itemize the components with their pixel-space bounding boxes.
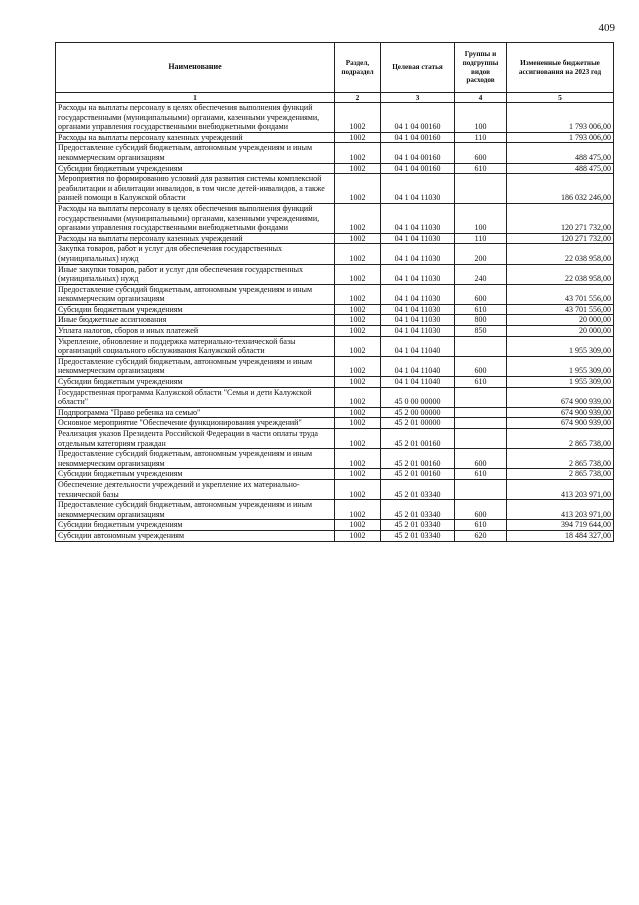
table-row (56, 356, 614, 376)
row-expense-group: 610 (455, 163, 507, 174)
header-target: Целевая статья (381, 43, 455, 93)
table-row (56, 500, 614, 520)
table-row (56, 163, 614, 174)
page-number: 409 (598, 22, 615, 34)
row-name: Предоставление субсидий бюджетным, автономным учреждениям и иным некоммерческим организациям (56, 143, 335, 163)
row-amount: 413 203 971,00 (507, 500, 614, 520)
row-expense-group (455, 387, 507, 407)
row-name: Субсидии бюджетным учреждениям (56, 377, 335, 388)
row-expense-group: 240 (455, 264, 507, 284)
budget-table (55, 42, 614, 542)
row-target-code: 45 0 00 00000 (381, 387, 455, 407)
table-row (56, 429, 614, 449)
row-section: 1002 (335, 407, 381, 418)
row-name: Уплата налогов, сборов и иных платежей (56, 326, 335, 337)
row-expense-group (455, 479, 507, 499)
column-number: 2 (335, 93, 381, 103)
row-target-code: 04 1 04 11030 (381, 264, 455, 284)
row-amount: 186 032 246,00 (507, 174, 614, 204)
row-target-code: 45 2 01 00160 (381, 449, 455, 469)
row-section: 1002 (335, 336, 381, 356)
row-amount: 488 475,00 (507, 143, 614, 163)
table-row (56, 103, 614, 133)
row-name: Укрепление, обновление и поддержка материально-технической базы организаций социального обслуживания Калужской области (56, 336, 335, 356)
row-target-code: 04 1 04 11030 (381, 304, 455, 315)
row-name: Обеспечение деятельности учреждений и укрепление их материально-технической базы (56, 479, 335, 499)
row-target-code: 45 2 01 03340 (381, 500, 455, 520)
row-amount: 18 484 327,00 (507, 530, 614, 541)
table-row (56, 264, 614, 284)
row-section: 1002 (335, 429, 381, 449)
row-expense-group: 600 (455, 449, 507, 469)
row-expense-group: 620 (455, 530, 507, 541)
row-amount: 1 793 006,00 (507, 132, 614, 143)
row-target-code: 04 1 04 11030 (381, 315, 455, 326)
row-target-code: 04 1 04 11030 (381, 244, 455, 264)
row-name: Предоставление субсидий бюджетным, автономным учреждениям и иным некоммерческим организациям (56, 356, 335, 376)
row-target-code: 04 1 04 00160 (381, 132, 455, 143)
row-name: Подпрограмма "Право ребенка на семью" (56, 407, 335, 418)
row-amount: 43 701 556,00 (507, 284, 614, 304)
table-row (56, 479, 614, 499)
row-target-code: 45 2 00 00000 (381, 407, 455, 418)
header-group: Группы и подгруппы видов расходов (455, 43, 507, 93)
row-expense-group (455, 429, 507, 449)
table-row (56, 387, 614, 407)
row-amount: 674 900 939,00 (507, 387, 614, 407)
row-expense-group: 610 (455, 520, 507, 531)
row-amount: 1 955 309,00 (507, 356, 614, 376)
row-section: 1002 (335, 244, 381, 264)
row-amount: 2 865 738,00 (507, 469, 614, 480)
row-section: 1002 (335, 520, 381, 531)
row-name: Предоставление субсидий бюджетным, автономным учреждениям и иным некоммерческим организациям (56, 449, 335, 469)
row-section: 1002 (335, 264, 381, 284)
row-name: Субсидии автономным учреждениям (56, 530, 335, 541)
row-expense-group: 610 (455, 304, 507, 315)
row-expense-group: 110 (455, 132, 507, 143)
table-row (56, 143, 614, 163)
row-section: 1002 (335, 530, 381, 541)
row-amount: 120 271 732,00 (507, 233, 614, 244)
row-amount: 674 900 939,00 (507, 407, 614, 418)
column-number: 4 (455, 93, 507, 103)
row-name: Расходы на выплаты персоналу казенных учреждений (56, 233, 335, 244)
row-expense-group (455, 407, 507, 418)
row-name: Расходы на выплаты персоналу в целях обеспечения выполнения функций государственными (муниципальными) органами, казенными учреждениями, органами управления государственными внебюджетными фондами (56, 103, 335, 133)
row-name: Расходы на выплаты персоналу казенных учреждений (56, 132, 335, 143)
row-expense-group: 800 (455, 315, 507, 326)
row-expense-group (455, 418, 507, 429)
row-target-code: 04 1 04 00160 (381, 103, 455, 133)
row-expense-group: 850 (455, 326, 507, 337)
row-section: 1002 (335, 469, 381, 480)
row-section: 1002 (335, 284, 381, 304)
table-row (56, 336, 614, 356)
row-section: 1002 (335, 387, 381, 407)
row-section: 1002 (335, 103, 381, 133)
table-row (56, 377, 614, 388)
row-section: 1002 (335, 500, 381, 520)
row-name: Субсидии бюджетным учреждениям (56, 520, 335, 531)
table-row (56, 326, 614, 337)
table-row (56, 174, 614, 204)
row-expense-group: 610 (455, 469, 507, 480)
row-target-code: 45 2 01 00160 (381, 429, 455, 449)
row-name: Реализация указов Президента Российской Федерации в части оплаты труда отдельным категориям граждан (56, 429, 335, 449)
row-target-code: 04 1 04 11030 (381, 233, 455, 244)
row-amount: 488 475,00 (507, 163, 614, 174)
row-section: 1002 (335, 356, 381, 376)
row-target-code: 45 2 01 00000 (381, 418, 455, 429)
row-expense-group: 110 (455, 233, 507, 244)
row-expense-group (455, 336, 507, 356)
column-number: 3 (381, 93, 455, 103)
column-number: 1 (56, 93, 335, 103)
row-target-code: 45 2 01 00160 (381, 469, 455, 480)
row-target-code: 04 1 04 11030 (381, 203, 455, 233)
row-section: 1002 (335, 304, 381, 315)
header-amount: Измененные бюджетные ассигнования на 2023 год (507, 43, 614, 93)
table-row (56, 284, 614, 304)
row-amount: 1 955 309,00 (507, 336, 614, 356)
row-name: Расходы на выплаты персоналу в целях обеспечения выполнения функций государственными (муниципальными) органами, казенными учреждениями, органами управления государственными внебюджетными фондами (56, 203, 335, 233)
row-section: 1002 (335, 377, 381, 388)
row-name: Предоставление субсидий бюджетным, автономным учреждениям и иным некоммерческим организациям (56, 500, 335, 520)
row-amount: 1 955 309,00 (507, 377, 614, 388)
table-row (56, 304, 614, 315)
row-name: Субсидии бюджетным учреждениям (56, 163, 335, 174)
row-target-code: 04 1 04 11040 (381, 377, 455, 388)
row-expense-group: 100 (455, 103, 507, 133)
row-expense-group: 610 (455, 377, 507, 388)
row-target-code: 45 2 01 03340 (381, 530, 455, 541)
table-row (56, 407, 614, 418)
row-amount: 43 701 556,00 (507, 304, 614, 315)
row-section: 1002 (335, 418, 381, 429)
row-amount: 674 900 939,00 (507, 418, 614, 429)
row-amount: 2 865 738,00 (507, 449, 614, 469)
row-target-code: 45 2 01 03340 (381, 479, 455, 499)
row-amount: 20 000,00 (507, 326, 614, 337)
row-amount: 1 793 006,00 (507, 103, 614, 133)
row-section: 1002 (335, 479, 381, 499)
row-target-code: 04 1 04 11040 (381, 356, 455, 376)
row-amount: 22 038 958,00 (507, 264, 614, 284)
row-amount: 2 865 738,00 (507, 429, 614, 449)
row-expense-group (455, 174, 507, 204)
row-expense-group: 200 (455, 244, 507, 264)
table-body (56, 103, 614, 542)
row-section: 1002 (335, 449, 381, 469)
row-expense-group: 600 (455, 284, 507, 304)
row-target-code: 04 1 04 11040 (381, 336, 455, 356)
table-row (56, 244, 614, 264)
row-amount: 120 271 732,00 (507, 203, 614, 233)
table-row (56, 203, 614, 233)
row-section: 1002 (335, 233, 381, 244)
row-section: 1002 (335, 143, 381, 163)
row-expense-group: 100 (455, 203, 507, 233)
row-name: Закупка товаров, работ и услуг для обеспечения государственных (муниципальных) нужд (56, 244, 335, 264)
row-amount: 22 038 958,00 (507, 244, 614, 264)
row-amount: 394 719 644,00 (507, 520, 614, 531)
table-row (56, 418, 614, 429)
column-number-row (56, 93, 614, 103)
table-row (56, 449, 614, 469)
row-name: Субсидии бюджетным учреждениям (56, 469, 335, 480)
header-row (56, 43, 614, 93)
row-expense-group: 600 (455, 143, 507, 163)
row-section: 1002 (335, 174, 381, 204)
header-section: Раздел, подраздел (335, 43, 381, 93)
row-amount: 20 000,00 (507, 315, 614, 326)
row-name: Предоставление субсидий бюджетным, автономным учреждениям и иным некоммерческим организациям (56, 284, 335, 304)
row-section: 1002 (335, 326, 381, 337)
row-target-code: 04 1 04 00160 (381, 143, 455, 163)
row-target-code: 04 1 04 11030 (381, 284, 455, 304)
row-name: Государственная программа Калужской области "Семья и дети Калужской области" (56, 387, 335, 407)
row-expense-group: 600 (455, 500, 507, 520)
table-row (56, 469, 614, 480)
row-name: Иные закупки товаров, работ и услуг для обеспечения государственных (муниципальных) нужд (56, 264, 335, 284)
row-name: Основное мероприятие "Обеспечение функционирования учреждений" (56, 418, 335, 429)
row-target-code: 04 1 04 11030 (381, 326, 455, 337)
row-section: 1002 (335, 203, 381, 233)
row-name: Субсидии бюджетным учреждениям (56, 304, 335, 315)
row-expense-group: 600 (455, 356, 507, 376)
table-row (56, 315, 614, 326)
row-target-code: 45 2 01 03340 (381, 520, 455, 531)
row-name: Иные бюджетные ассигнования (56, 315, 335, 326)
row-target-code: 04 1 04 11030 (381, 174, 455, 204)
row-section: 1002 (335, 132, 381, 143)
table-row (56, 233, 614, 244)
row-name: Мероприятия по формированию условий для развития системы комплексной реабилитации и абилитации инвалидов, в том числе детей-инвалидов, а также ранней помощи в Калужской области (56, 174, 335, 204)
table-row (56, 530, 614, 541)
header-name: Наименование (56, 43, 335, 93)
table-row (56, 132, 614, 143)
row-section: 1002 (335, 163, 381, 174)
row-amount: 413 203 971,00 (507, 479, 614, 499)
row-target-code: 04 1 04 00160 (381, 163, 455, 174)
column-number: 5 (507, 93, 614, 103)
row-section: 1002 (335, 315, 381, 326)
table-row (56, 520, 614, 531)
